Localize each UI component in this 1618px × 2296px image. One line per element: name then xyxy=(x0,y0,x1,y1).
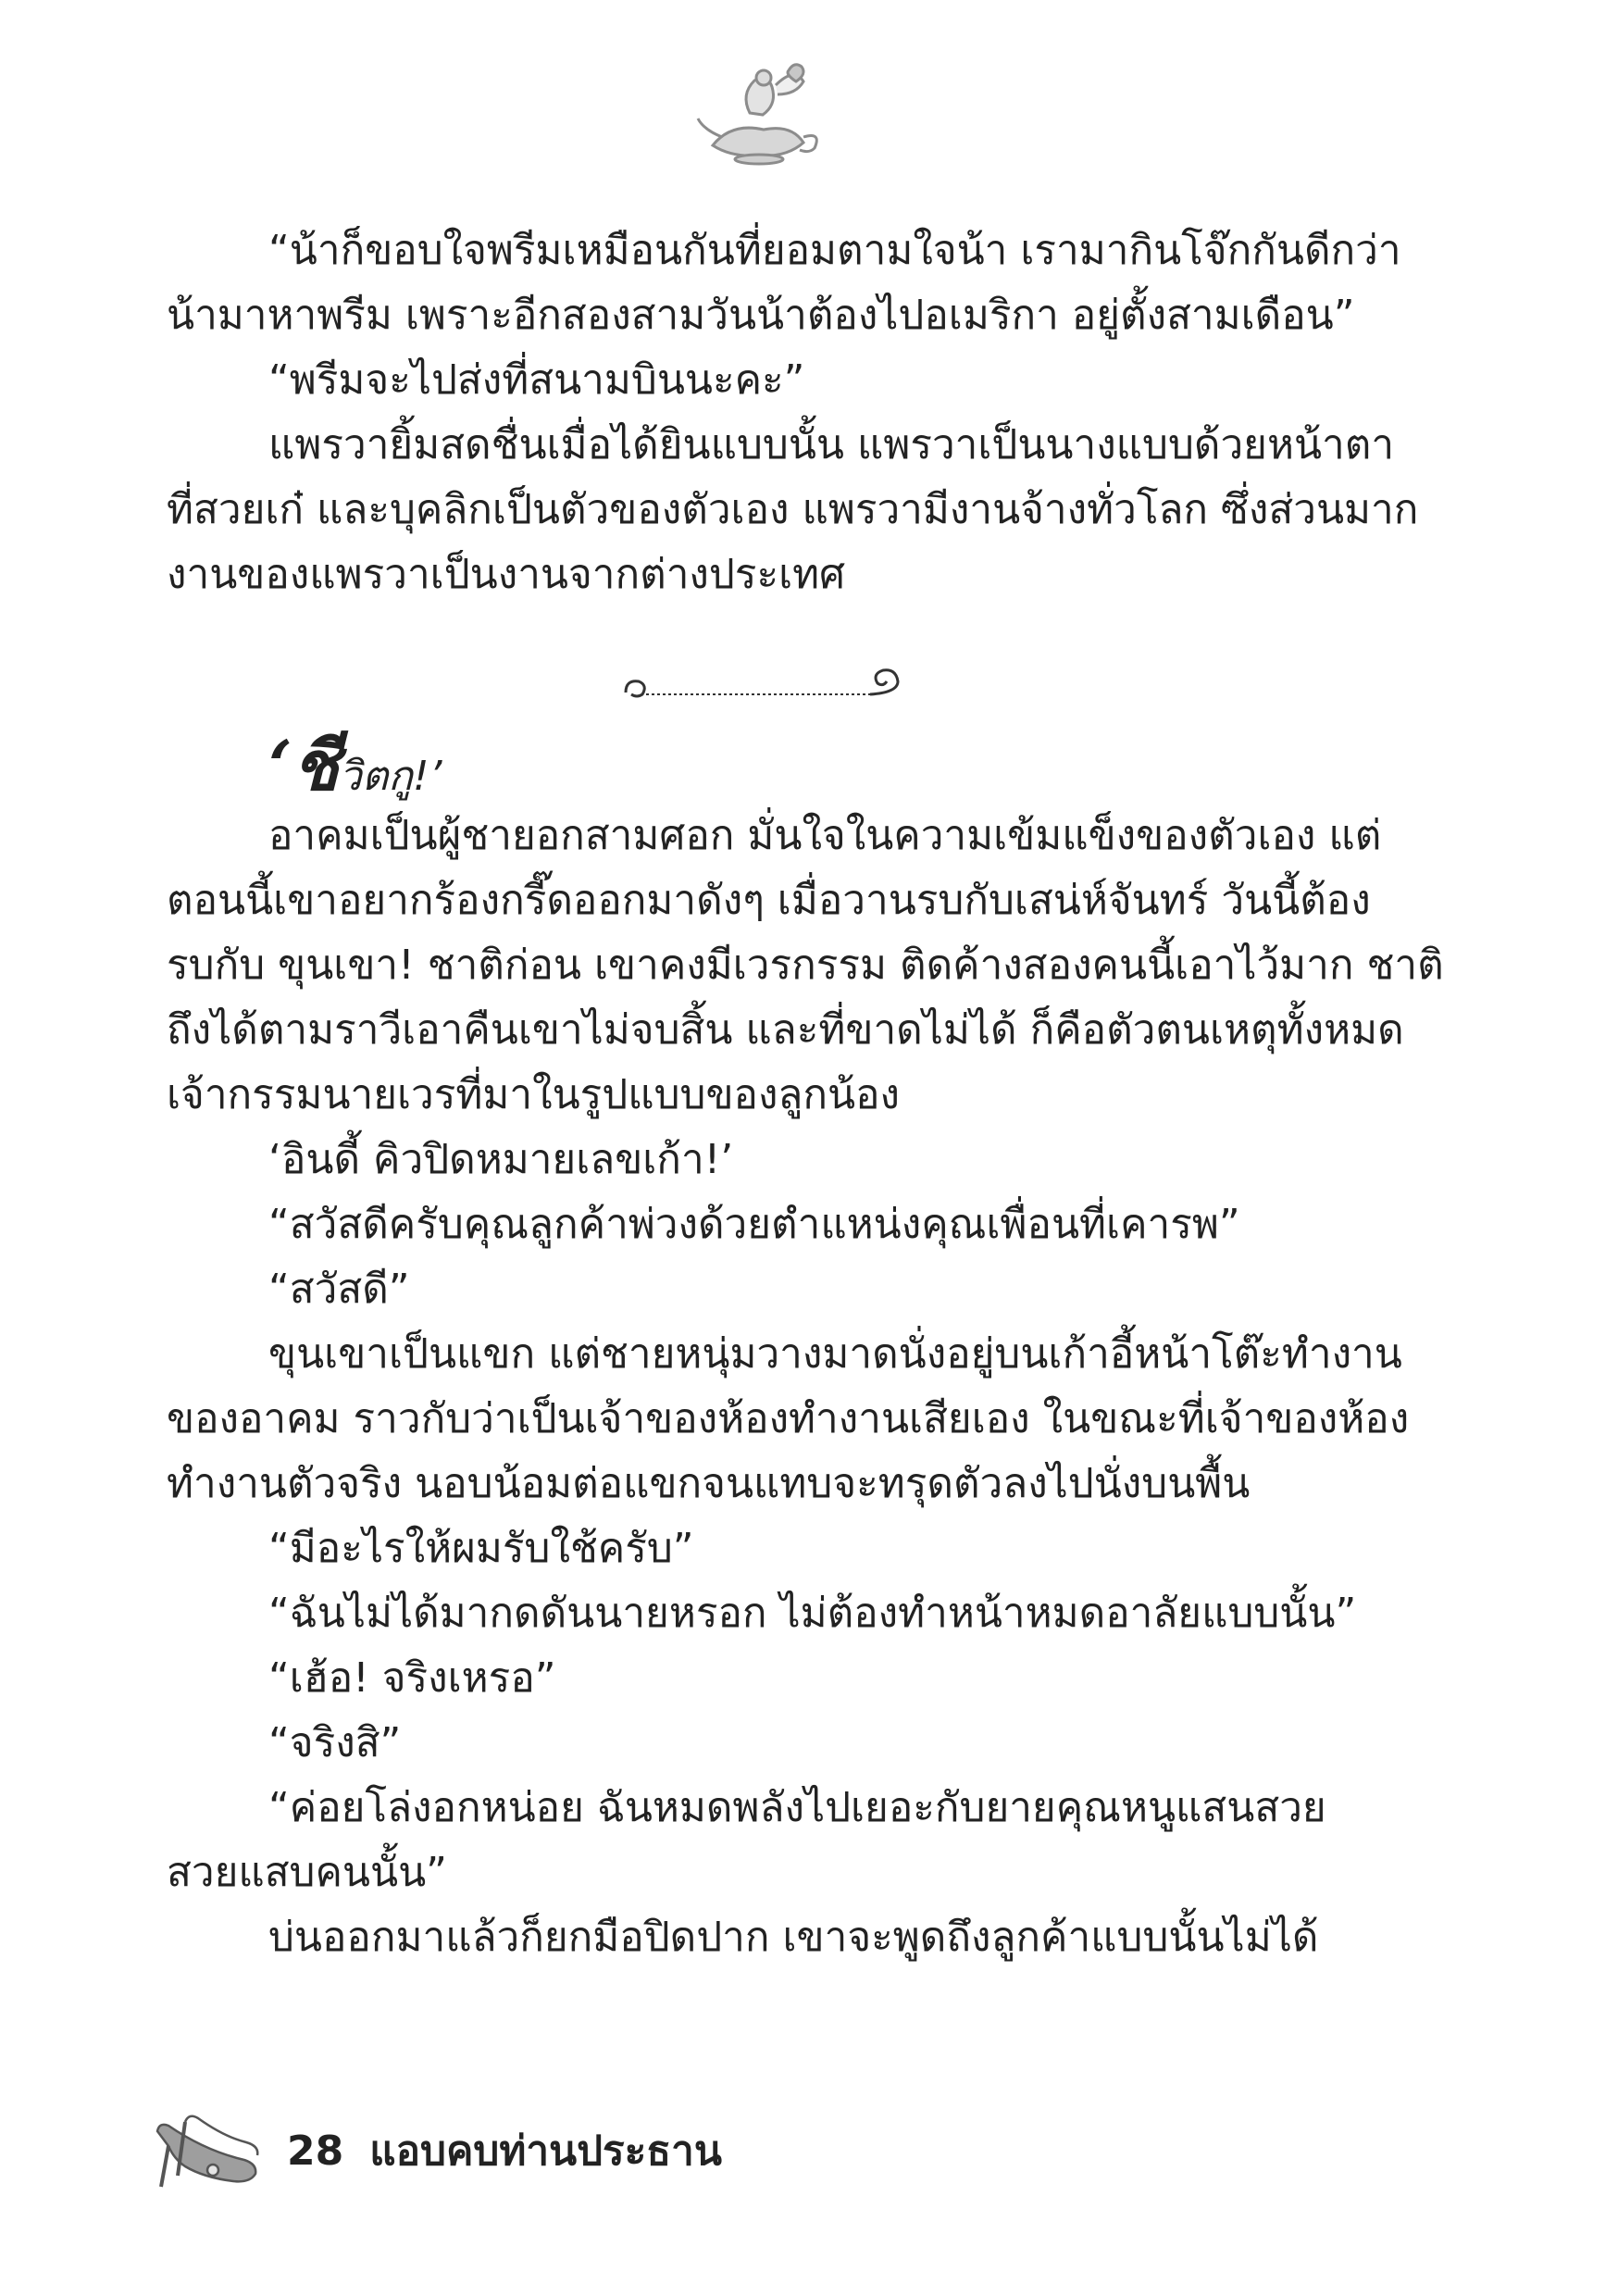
paragraph-line: “ฉันไม่ได้มากดดันนายหรอก ไม่ต้องทำหน้าหมดอาลัยแบบนั้น” xyxy=(268,1590,1357,1637)
paragraph-line: ถึงได้ตามราวีเอาคืนเขาไม่จบสิ้น และที่ขาดไม่ได้ ก็คือตัวตนเหตุทั้งหมด xyxy=(167,1006,1404,1054)
paragraph-line: แพรวายิ้มสดชื่นเมื่อได้ยินแบบนั้น แพรวาเป็นนางแบบด้วยหน้าตา xyxy=(268,421,1395,468)
paragraph-line: อาคมเป็นผู้ชายอกสามศอก มั่นใจในความเข้มแข็งของตัวเอง แต่ xyxy=(268,812,1382,859)
paragraph-line: “สวัสดีครับคุณลูกค้าพ่วงด้วยตำแหน่งคุณเพื่อนที่เคารพ” xyxy=(268,1201,1240,1248)
paragraph-line: ตอนนี้เขาอยากร้องกรี๊ดออกมาดังๆ เมื่อวานรบกับเสน่ห์จันทร์ วันนี้ต้อง xyxy=(167,877,1371,924)
paragraph-line: ที่สวยเก๋ และบุคลิกเป็นตัวของตัวเอง แพรวามีงานจ้างทั่วโลก ซึ่งส่วนมาก xyxy=(167,486,1419,533)
page-number: 28 xyxy=(287,2128,344,2175)
paragraph-line: “จริงสิ” xyxy=(268,1719,402,1766)
paragraph-line: ขุนเขาเป็นแขก แต่ชายหนุ่มวางมาดนั่งอยู่บนเก้าอี้หน้าโต๊ะทำงาน xyxy=(268,1330,1402,1378)
paragraph-line: “มีอะไรให้ผมรับใช้ครับ” xyxy=(268,1525,694,1572)
paragraph-line: สวยแสบคนนั้น” xyxy=(167,1849,447,1896)
drop-cap-word: ‘ชี xyxy=(268,727,339,806)
paragraph-line: น้ามาหาพรีม เพราะอีกสองสามวันน้าต้องไปอเมริกา อยู่ตั้งสามเดือน” xyxy=(167,292,1355,339)
paragraph-line: ทำงานตัวจริง นอบน้อมต่อแขกจนแทบจะทรุดตัวลงไปนั่งบนพื้น xyxy=(167,1460,1251,1507)
paragraph-line: เจ้ากรรมนายเวรที่มาในรูปแบบของลูกน้อง xyxy=(167,1071,901,1118)
chapter-opening xyxy=(268,711,442,813)
paragraph-line: รบกับ ขุนเขา! ชาติก่อน เขาคงมีเวรกรรม ติดค้างสองคนนี้เอาไว้มาก ชาติ xyxy=(167,942,1444,989)
section-two xyxy=(167,804,1444,1970)
section-one xyxy=(167,218,1419,607)
paragraph-line: “น้าก็ขอบใจพรีมเหมือนกันที่ยอมตามใจน้า เรามากินโจ๊กกันดีกว่า xyxy=(268,227,1401,274)
paragraph-line: บ่นออกมาแล้วก็ยกมือปิดปาก เขาจะพูดถึงลูกค้าแบบนั้นไม่ได้ xyxy=(268,1914,1319,1961)
paragraph-line: งานของแพรวาเป็นงานจากต่างประเทศ xyxy=(167,551,846,598)
high-heel-shoe-icon xyxy=(148,2094,268,2196)
paragraph-line: “พรีมจะไปส่งที่สนามบินนะคะ” xyxy=(268,356,805,404)
paragraph-line: “สวัสดี” xyxy=(268,1266,410,1313)
paragraph-line: ‘อินดี้ คิวปิดหมายเลขเก้า!’ xyxy=(268,1136,734,1183)
page-footer xyxy=(287,2118,722,2183)
opening-exclamation: วิตกู!’ xyxy=(339,753,442,800)
paragraph-line: “ค่อยโล่งอกหน่อย ฉันหมดพลังไปเยอะกับยายคุณหนูแสนสวย xyxy=(268,1784,1326,1831)
paragraph-line: “เฮ้อ! จริงเหรอ” xyxy=(268,1654,556,1702)
cupid-teapot-icon xyxy=(685,57,833,168)
flourish-divider-icon xyxy=(620,659,916,715)
book-title: แอบคบท่านประธาน xyxy=(369,2128,722,2175)
paragraph-line: ของอาคม ราวกับว่าเป็นเจ้าของห้องทำงานเสียเอง ในขณะที่เจ้าของห้อง xyxy=(167,1395,1410,1442)
